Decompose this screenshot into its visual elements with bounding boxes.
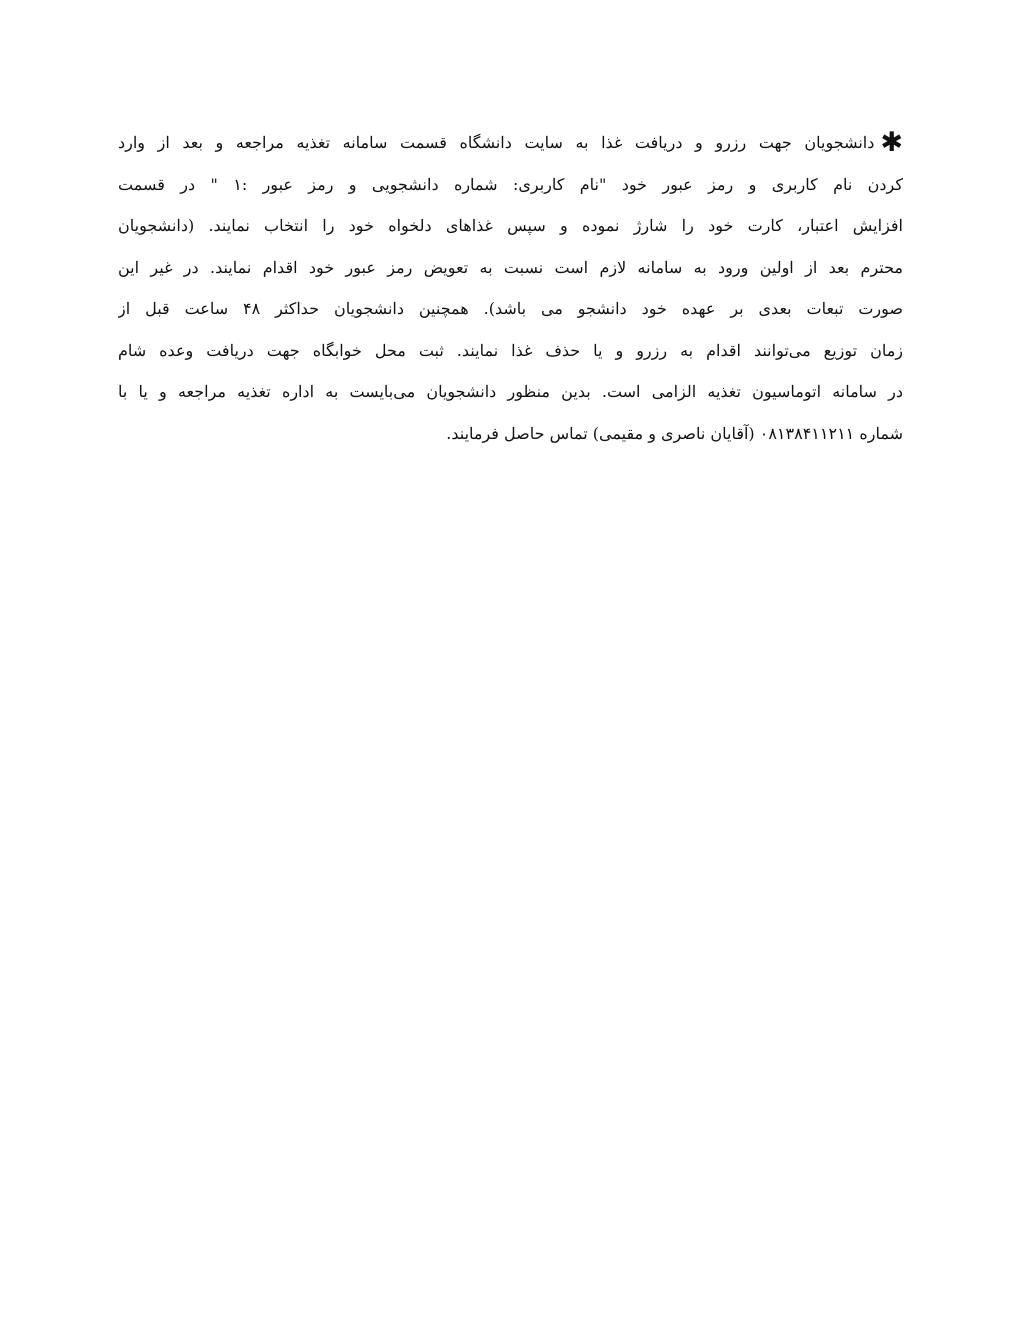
notice-line	[118, 413, 903, 455]
notice-line	[118, 371, 903, 413]
food-reservation-notice	[118, 122, 903, 454]
notice-line-text: زمان توزیع می‌توانند اقدام به رزرو و یا حذف غذا نمایند. ثبت محل خوابگاه جهت دریافت وعده شام	[118, 340, 903, 360]
notice-line	[118, 330, 903, 372]
notice-line-text: در سامانه اتوماسیون تغذیه الزامی است. بدین منظور دانشجویان می‌بایست به اداره تغذیه مراجعه و یا با	[118, 382, 903, 401]
notice-line	[118, 288, 903, 330]
notice-line-text: صورت تبعات بعدی بر عهده خود دانشجو می باشد). همچنین دانشجویان حداکثر ۴۸ ساعت قبل از	[118, 299, 903, 318]
asterisk-bullet-icon: ✱	[880, 127, 903, 158]
notice-line	[118, 164, 903, 206]
notice-line	[118, 122, 903, 164]
notice-line-text: شماره ۰۸۱۳۸۴۱۱۲۱۱ (آقایان ناصری و مقیمی) تماس حاصل فرمایند.	[446, 423, 903, 443]
notice-line-text: کردن نام کاربری و رمز عبور خود "نام کاربری: شماره دانشجویی و رمز عبور :۱ " در قسمت	[118, 174, 903, 194]
notice-line-text: محترم بعد از اولین ورود به سامانه لازم است نسبت به تعویض رمز عبور خود اقدام نمایند. در غیر این	[118, 257, 903, 277]
notice-line	[118, 205, 903, 247]
notice-line-text: افزایش اعتبار، کارت خود را شارژ نموده و سپس غذاهای دلخواه خود را انتخاب نمایند. (دانشجویان	[118, 216, 903, 235]
notice-line	[118, 247, 903, 289]
notice-line-text: دانشجویان جهت رزرو و دریافت غذا به سایت دانشگاه قسمت سامانه تغذیه مراجعه و بعد از وارد	[118, 133, 875, 152]
